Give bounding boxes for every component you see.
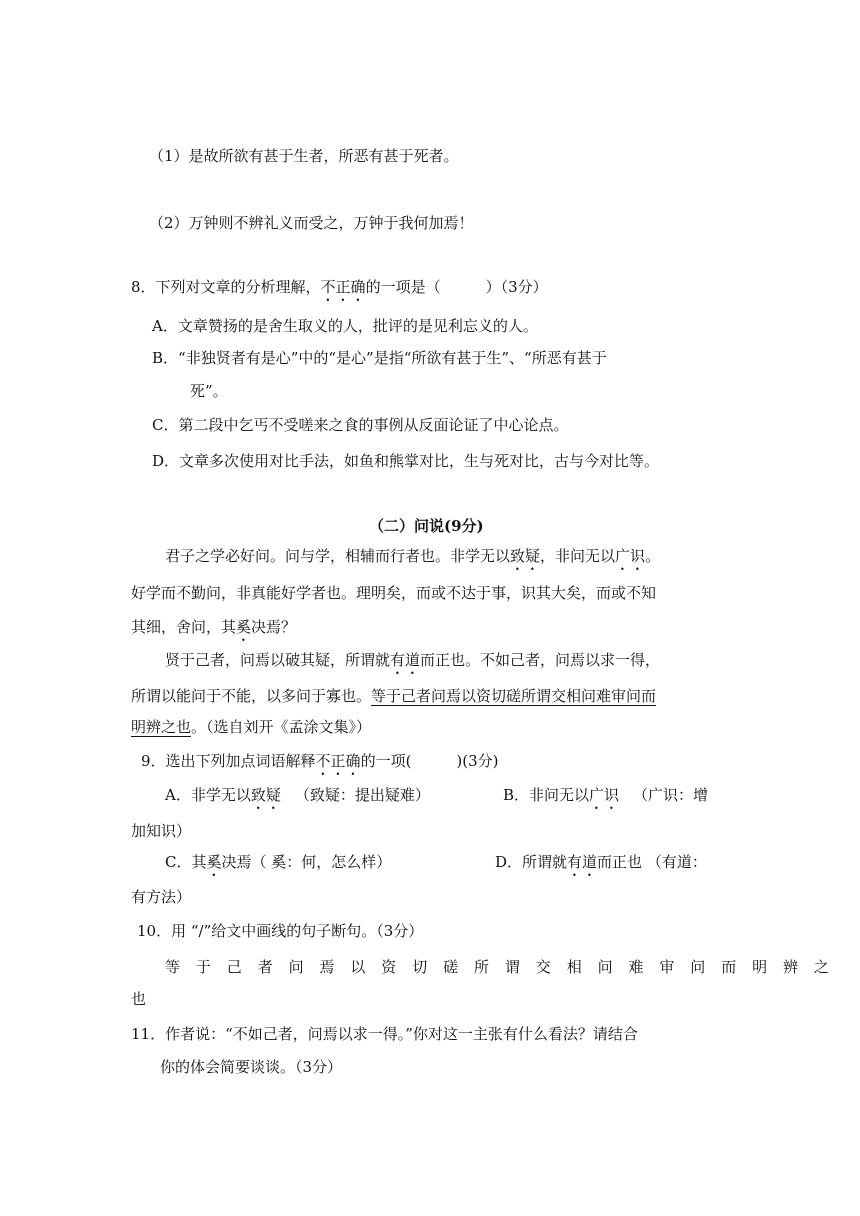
passage-text: 君子之学必好问。问与学，相辅而行者也。非学无以 — [165, 547, 511, 565]
dotted-word: 有道 — [390, 651, 421, 669]
q11-stem-line1: 11．作者说：“不如己者，问焉以求一得。”你对这一主张有什么看法？请结合 — [131, 1025, 638, 1043]
passage-source: 。（选自刘开《孟涂文集》） — [191, 718, 372, 736]
q10-stem: 10．用 “/”给文中画线的句子断句。（3分） — [137, 922, 424, 940]
passage-text: ，非问无以 — [540, 547, 616, 565]
passage-p2-line3 — [131, 717, 371, 737]
q7-item-1: （1）是故所欲有甚于生者，所恶有甚于死者。 — [149, 147, 459, 165]
passage-title: （二）问说(9分) — [369, 517, 484, 535]
q8-option-b: B．“非独贤者有是心”中的“是心”是指“所欲有甚于生”、“所恶有甚于 — [152, 349, 607, 367]
q8-option-d: D．文章多次使用对比手法，如鱼和熊掌对比，生与死对比，古与今对比等。 — [152, 452, 660, 470]
passage-text: 贤于己者，问焉以破其疑，所谓就 — [165, 651, 391, 669]
q10-sentence: 等于己者问焉以资切磋所谓交相问难审问而明辨之 — [165, 958, 845, 976]
passage-p1-line3 — [131, 617, 296, 645]
option-text: B．非问无以 — [503, 786, 590, 804]
dotted-word: 致疑 — [510, 547, 541, 565]
q8-option-c: C．第二段中乞丐不受嗟来之食的事例从反面论证了中心论点。 — [152, 416, 569, 434]
q9-stem-tail: 的一项( )(3分) — [360, 752, 499, 770]
q9-option-b — [503, 785, 708, 813]
q9-option-b-continued: 加知识） — [131, 822, 192, 840]
q7-item-2: （2）万钟则不辨礼义而受之，万钟于我何加焉！ — [149, 214, 474, 232]
passage-text: 决焉？ — [251, 618, 297, 636]
dotted-word: 广识 — [615, 547, 646, 565]
q8-emphasis: 不正确 — [320, 278, 366, 296]
dotted-word: 广识 — [589, 786, 620, 804]
option-gloss: （广识：增 — [633, 786, 709, 804]
option-text: D．所谓就 — [495, 853, 568, 871]
passage-p1-line1 — [165, 546, 660, 574]
passage-p2-line1 — [165, 650, 660, 678]
passage-text: 而正也。不如己者，问焉以求一得， — [420, 651, 661, 669]
q9-stem-text: 9．选出下列加点词语解释 — [141, 752, 316, 770]
q11-stem-line2: 你的体会简要谈谈。（3分） — [160, 1058, 343, 1076]
dotted-word: 奚 — [236, 618, 252, 636]
option-text: A．非学无以 — [165, 786, 251, 804]
option-gloss: 而正也 （有道： — [597, 853, 707, 871]
q8-stem-tail: 的一项是（ ）（3分） — [365, 278, 548, 296]
passage-text: 其细，舍问，其 — [131, 618, 237, 636]
option-gloss: （致疑：提出疑难） — [294, 786, 430, 804]
q8-option-b-continued: 死”。 — [190, 382, 228, 400]
q9-option-d-continued: 有方法） — [131, 888, 192, 906]
passage-p2-line2 — [131, 686, 656, 706]
q8-option-a: A．文章赞扬的是舍生取义的人，批评的是见利忘义的人。 — [152, 317, 538, 335]
dotted-word: 致疑 — [250, 786, 281, 804]
q9-option-d — [495, 852, 707, 880]
q8-stem-text: 8．下列对文章的分析理解， — [131, 278, 321, 296]
q10-sentence-continued: 也 — [131, 990, 147, 1008]
q9-stem — [141, 751, 499, 779]
dotted-word: 有道 — [567, 853, 598, 871]
q8-stem — [131, 277, 548, 305]
underlined-sentence: 等于己者问焉以资切磋所谓交相问难审问而 — [371, 687, 657, 705]
option-gloss: 决焉（ 奚：何，怎么样） — [221, 853, 392, 871]
dotted-word: 奚 — [206, 853, 222, 871]
option-text: C．其 — [165, 853, 207, 871]
passage-text: 。 — [645, 547, 661, 565]
passage-text: 所谓以能问于不能，以多问于寡也。 — [131, 687, 372, 705]
q9-option-a — [165, 785, 430, 813]
q9-option-c — [165, 852, 391, 880]
q9-emphasis: 不正确 — [315, 752, 361, 770]
passage-p1-line2: 好学而不勤问，非真能好学者也。理明矣，而或不达于事，识其大矣，而或不知 — [131, 584, 657, 602]
underlined-sentence: 明辨之也 — [131, 718, 192, 736]
